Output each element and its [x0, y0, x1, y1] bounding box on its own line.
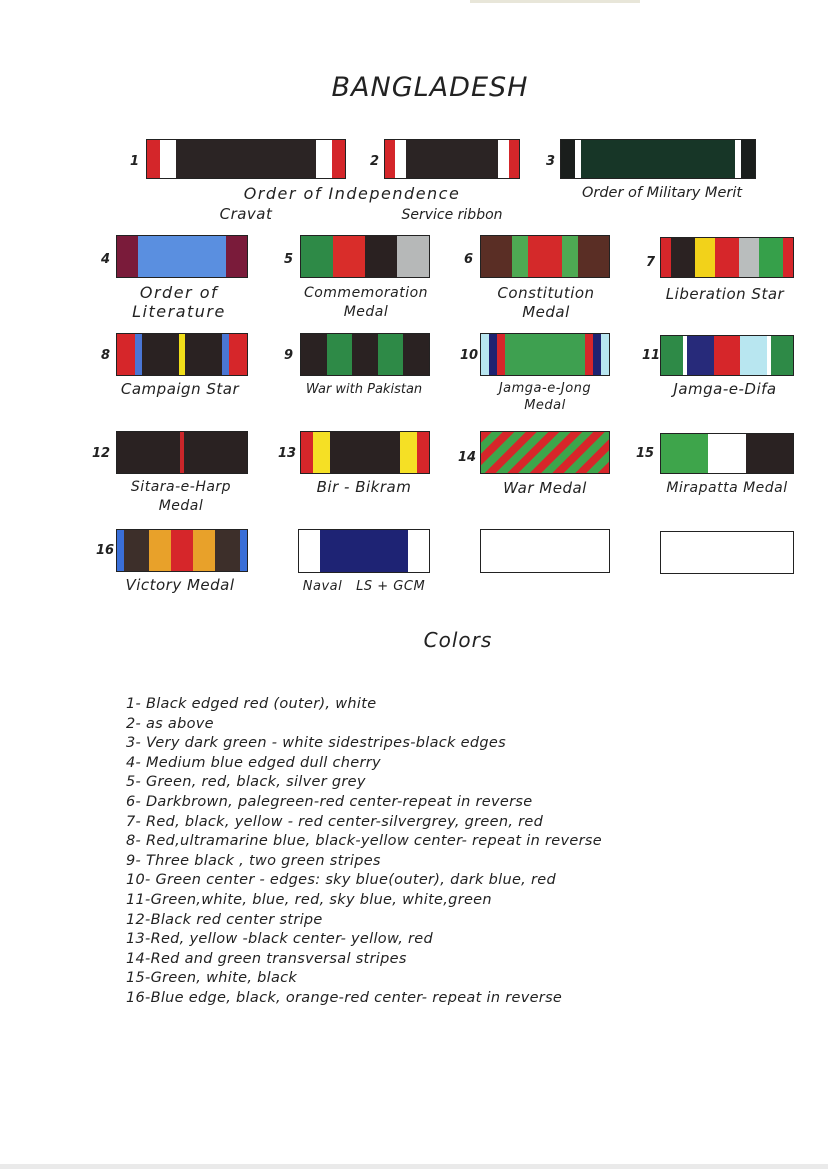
ribbon-stripe: [299, 530, 320, 572]
caption-naval-ls-gcm: Naval LS + GCM: [302, 579, 426, 594]
ribbon-stripe: [783, 238, 793, 277]
caption-war-with-pakistan: War with Pakistan: [305, 382, 423, 397]
ribbon-7: [660, 237, 794, 278]
ribbon-stripe: [740, 336, 766, 375]
caption-order-of-independence: Order of Independence: [243, 184, 461, 203]
ribbon-12: [116, 431, 248, 474]
ribbon-number: 13: [278, 446, 297, 461]
colors-heading: Colors: [423, 628, 493, 652]
ribbon-stripe: [171, 530, 193, 571]
color-description-item: 3- Very dark green - white sidestripes-black edges: [126, 735, 506, 752]
ribbon-9: [300, 333, 430, 376]
ribbon-stripe: [481, 236, 512, 277]
ribbon-stripe: [176, 140, 316, 178]
ribbon-stripe: [301, 432, 313, 473]
ribbon-stripe: [117, 236, 138, 277]
ribbon-number: 14: [458, 450, 477, 465]
ribbon-number: 10: [460, 348, 479, 363]
ribbon-stripe: [417, 432, 429, 473]
ribbon-3: [560, 139, 756, 179]
ribbon-8: [116, 333, 248, 376]
ribbon-stripe: [138, 236, 226, 277]
color-description-item: 9- Three black , two green stripes: [126, 852, 381, 869]
caption-service-ribbon: Service ribbon: [401, 207, 503, 223]
ribbon-stripe: [327, 334, 353, 375]
color-description-item: 14-Red and green transversal stripes: [126, 950, 407, 967]
ribbon-stripe: [365, 236, 397, 277]
ribbon-number: 3: [546, 154, 556, 169]
caption-line: Constitution: [497, 284, 595, 302]
caption-line: Medal: [158, 498, 204, 514]
ribbon-stripe: [400, 432, 417, 473]
ribbon-14: [480, 431, 610, 474]
caption-war-medal: War Medal: [503, 479, 587, 497]
ribbon-stripe: [313, 432, 330, 473]
caption-line: Order of: [139, 283, 219, 302]
ribbon-stripe: [741, 140, 755, 178]
caption-order-of-military-merit: Order of Military Merit: [581, 185, 743, 201]
color-description-item: 1- Black edged red (outer), white: [126, 696, 377, 712]
caption-sitara-e-harp-medal: [106, 478, 256, 516]
ribbon-stripe: [332, 140, 345, 178]
color-description-item: 2- as above: [126, 715, 214, 732]
caption-line: Literature: [132, 302, 226, 321]
ribbon-number: 7: [646, 255, 656, 270]
caption-campaign-star: Campaign Star: [120, 380, 240, 398]
ribbon-stripe: [708, 434, 746, 473]
ribbon-stripe: [695, 238, 715, 277]
ribbon-15: [660, 433, 794, 474]
ribbon-number: 15: [636, 446, 655, 461]
color-description-item: 6- Darkbrown, palegreen-red center-repeat in reverse: [126, 793, 533, 810]
ribbon-stripe: [661, 532, 793, 573]
caption-victory-medal: Victory Medal: [125, 576, 235, 594]
ribbon-stripe: [301, 236, 333, 277]
ribbon-stripe: [160, 140, 177, 178]
ribbon-11: [660, 335, 794, 376]
ribbon-2: [384, 139, 520, 179]
ribbon-stripe: [301, 334, 327, 375]
ribbon-stripe: [578, 236, 609, 277]
ribbon-stripe: [687, 336, 713, 375]
ribbon-number: 6: [464, 252, 474, 267]
ribbon-stripe: [661, 336, 683, 375]
ribbon-1: [146, 139, 346, 179]
ribbon-number: 9: [284, 348, 294, 363]
ribbon-stripe: [352, 334, 378, 375]
ribbon-stripe: [179, 334, 186, 375]
ribbon-stripe: [135, 334, 142, 375]
caption-order-of-literature: [104, 283, 254, 321]
ribbon-stripe: [406, 140, 498, 178]
ribbon-number: 2: [370, 154, 380, 169]
page-title: BANGLADESH: [331, 72, 529, 103]
ribbon-16: [116, 529, 248, 572]
color-description-item: 16-Blue edge, black, orange-red center- repeat in reverse: [126, 989, 563, 1006]
caption-mirapatta-medal: Mirapatta Medal: [666, 480, 788, 496]
ribbon-stripe: [385, 140, 395, 178]
color-description-item: 4- Medium blue edged dull cherry: [126, 754, 381, 771]
caption-jamga-e-difa: Jamga-e-Difa: [673, 380, 777, 398]
ribbon-stripe: [715, 238, 739, 277]
color-description-item: 7- Red, black, yellow - red center-silvergrey, green, red: [126, 813, 544, 830]
caption-line: Medal: [522, 303, 570, 321]
ribbon-stripe: [489, 334, 497, 375]
caption-line: Medal: [524, 398, 566, 413]
ribbon-stripe: [149, 530, 171, 571]
caption-line: Jamga-e-Jong: [498, 381, 592, 396]
ribbon-stripe: [320, 530, 408, 572]
ribbon-stripe: [378, 334, 404, 375]
ribbon-stripe: [333, 236, 365, 277]
color-description-item: 5- Green, red, black, silver grey: [126, 774, 366, 791]
top-edge-mark: [470, 0, 640, 3]
ribbon-stripe: [759, 238, 783, 277]
caption-line: Commemoration: [303, 285, 429, 301]
scan-bottom-edge: [0, 1164, 828, 1169]
ribbon-stripe: [124, 530, 149, 571]
ribbon-stripe: [240, 530, 247, 571]
ribbon-stripe: [185, 334, 221, 375]
ribbon-stripe: [408, 530, 429, 572]
ribbon-6: [480, 235, 610, 278]
caption-liberation-star: Liberation Star: [665, 285, 785, 303]
ribbon-stripe: [509, 140, 519, 178]
color-description-item: 13-Red, yellow -black center- yellow, red: [126, 931, 433, 948]
ribbon-naval-ls-gcm: [298, 529, 430, 573]
ribbon-stripe: [505, 334, 585, 375]
ribbon-stripe: [585, 334, 593, 375]
ribbon-stripe: [661, 238, 671, 277]
ribbon-stripe: [581, 140, 736, 178]
ribbon-10: [480, 333, 610, 376]
color-description-list: [126, 695, 602, 1009]
ribbon-number: 4: [101, 252, 111, 267]
color-description-item: 11-Green,white, blue, red, sky blue, white,green: [126, 891, 492, 908]
ribbon-stripe: [528, 236, 561, 277]
ribbon-number: 11: [642, 348, 661, 363]
ribbon-stripe: [561, 140, 575, 178]
ribbon-stripe: [746, 434, 793, 473]
ribbon-4: [116, 235, 248, 278]
ribbon-stripe: [215, 530, 240, 571]
ribbon-number: 16: [96, 543, 115, 558]
ribbon-stripe: [497, 334, 505, 375]
ribbon-stripe: [330, 432, 399, 473]
caption-line: Sitara-e-Harp: [130, 479, 232, 495]
ribbon-number: 12: [92, 446, 111, 461]
ribbon-stripe: [395, 140, 405, 178]
ribbon-stripe: [117, 530, 124, 571]
ribbon-stripe: [397, 236, 429, 277]
ribbon-stripe: [316, 140, 333, 178]
ribbon-stripe: [229, 334, 247, 375]
ribbon-stripe: [117, 432, 180, 473]
ribbon-stripe: [481, 530, 609, 572]
ribbon-stripe: [498, 140, 508, 178]
caption-commemoration-medal: [294, 284, 438, 322]
ribbon-number: 5: [284, 252, 294, 267]
ribbon-stripe: [403, 334, 429, 375]
caption-jamga-e-jong-medal: [472, 380, 618, 414]
ribbon-stripe: [739, 238, 759, 277]
ribbon-stripe: [142, 334, 178, 375]
caption-cravat: Cravat: [219, 205, 273, 223]
caption-line: Medal: [343, 304, 389, 320]
ribbon-stripe: [117, 334, 135, 375]
ribbon-number: 1: [130, 154, 140, 169]
caption-bir-bikram: Bir - Bikram: [316, 478, 412, 496]
ribbon-stripe: [193, 530, 215, 571]
ribbon-stripe: [147, 140, 160, 178]
color-description-item: 8- Red,ultramarine blue, black-yellow center- repeat in reverse: [126, 833, 602, 850]
ribbon-stripe: [714, 336, 740, 375]
ribbon-stripe: [184, 432, 247, 473]
color-description-item: 15-Green, white, black: [126, 970, 298, 987]
ribbon-stripe: [661, 434, 708, 473]
ribbon-stripe: [601, 334, 609, 375]
color-description-item: 10- Green center - edges: sky blue(outer), dark blue, red: [126, 872, 556, 889]
ribbon-stripe: [226, 236, 247, 277]
ribbon-5: [300, 235, 430, 278]
empty-ribbon-slot: [660, 531, 794, 574]
ribbon-stripe: [771, 336, 793, 375]
ribbon-stripe: [593, 334, 601, 375]
caption-constitution-medal: [476, 284, 616, 322]
ribbon-stripe: [222, 334, 229, 375]
ribbon-stripe: [512, 236, 529, 277]
ribbon-number: 8: [101, 348, 111, 363]
color-description-item: 12-Black red center stripe: [126, 911, 323, 928]
ribbon-stripe: [562, 236, 579, 277]
ribbon-13: [300, 431, 430, 474]
ribbon-stripe: [671, 238, 695, 277]
empty-ribbon-slot: [480, 529, 610, 573]
ribbon-stripe: [481, 334, 489, 375]
